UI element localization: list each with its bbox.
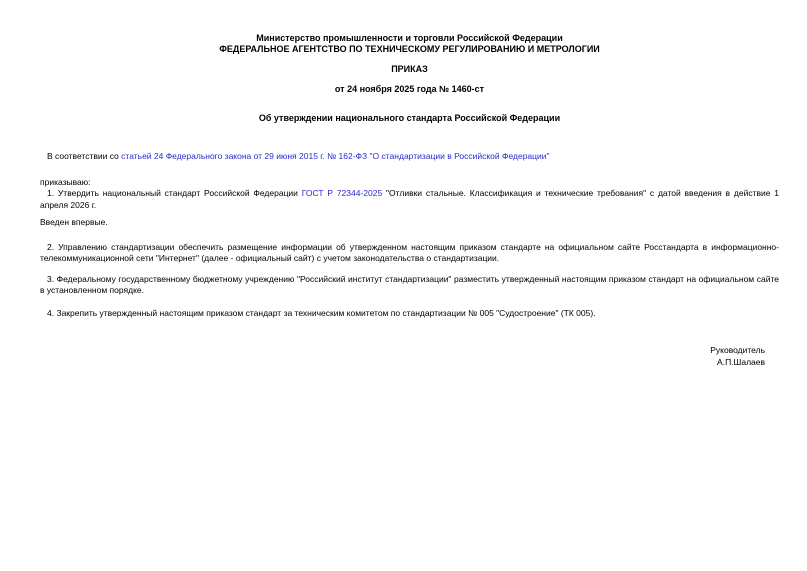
signature-position: Руководитель [710, 345, 765, 355]
order-item-2: 2. Управлению стандартизации обеспечить размещение информации об утвержденном настоящим приказом стандарте на официальном сайте Росстандарта в информационно-телекоммуникационной сети "Интернет" (далее - официальный сайт) с учетом законодательства о стандартизации. [40, 241, 779, 263]
document-date-number: от 24 ноября 2025 года № 1460-ст [334, 84, 485, 94]
order-item-3: 3. Федеральному государственному бюджетному учреждению "Российский институт стандартизации" разместить утвержденный настоящим приказом стандарт на официальном сайте в установленном порядке. [40, 273, 779, 295]
signature-name: А.П.Шалаев [717, 356, 765, 367]
gost-standard-link[interactable]: ГОСТ Р 72344-2025 [301, 188, 383, 198]
order-item-1 [40, 188, 779, 211]
intro-prefix-text: В соответствии со [47, 151, 122, 161]
order-item-4: 4. Закрепить утвержденный настоящим приказом стандарт за техническим комитетом по стандартизации № 005 "Судостроение" (ТК 005). [47, 307, 596, 318]
ministry-name: Министерство промышленности и торговли Российской Федерации [256, 33, 563, 43]
order-word: приказываю: [40, 176, 91, 187]
item1-prefix-text: 1. Утвердить национальный стандарт Российской Федерации [47, 188, 302, 198]
document-body [40, 151, 779, 319]
document-subject: Об утверждении национального стандарта Российской Федерации [258, 113, 561, 123]
document-type: ПРИКАЗ [391, 64, 428, 74]
document-header [40, 33, 779, 124]
signature-block [40, 345, 779, 368]
law-reference-link[interactable]: статьей 24 Федерального закона от 29 июня 2015 г. № 162-ФЗ "О стандартизации в Российской Федерации" [121, 151, 550, 161]
introduced-note: Введен впервые. [40, 217, 108, 227]
item1-suffix-text: "Отливки стальные. Классификация и технические требования" с датой введения в действие 1 апреля 2026 г. [40, 188, 779, 210]
agency-name: ФЕДЕРАЛЬНОЕ АГЕНТСТВО ПО ТЕХНИЧЕСКОМУ РЕГУЛИРОВАНИЮ И МЕТРОЛОГИИ [219, 44, 600, 54]
intro-paragraph [40, 151, 779, 163]
